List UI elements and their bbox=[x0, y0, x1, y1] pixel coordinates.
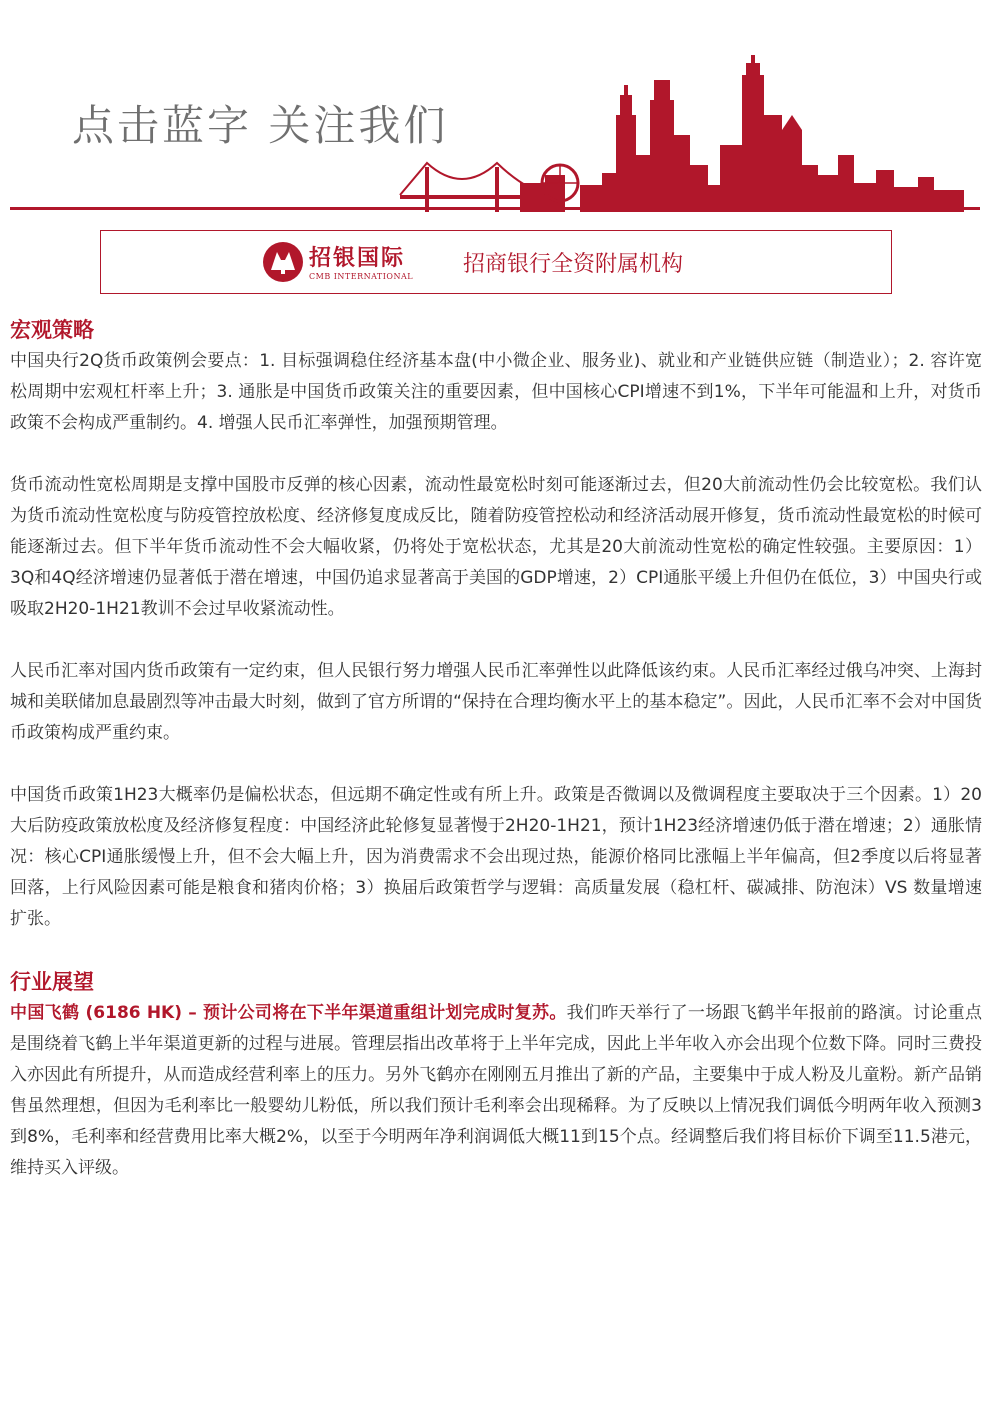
company-highlight: 中国飞鹤 (6186 HK) – 预计公司将在下半年渠道重组计划完成时复苏。 bbox=[10, 1003, 567, 1023]
paragraph: 中国货币政策1H23大概率仍是偏松状态，但远期不确定性或有所上升。政策是否微调以及微调程度主要取决于三个因素。1）20大后防疫政策放松度及经济修复程度：中国经济此轮修复显著慢于2H20-1H21，预计1H23经济增速仍低于潜在增速；2）通胀情况：核心CPI通胀缓慢上升，但不会大幅上升，因为消费需求不会出现过热，能源价格同比涨幅上半年偏高，但2季度以后将显著回落，上行风险因素可能是粮食和猪肉价格；3）换届后政策哲学与逻辑：高质量发展（稳杠杆、碳减排、防泡沫）VS 数量增速扩张。 bbox=[10, 785, 982, 929]
brand-name: 招银国际 bbox=[309, 246, 406, 271]
header-divider bbox=[10, 207, 980, 210]
page-header bbox=[0, 0, 992, 215]
brand-name-english: CMB INTERNATIONAL bbox=[309, 272, 414, 281]
header-title: 点击蓝字 关注我们 bbox=[72, 101, 449, 150]
paragraph: 人民币汇率对国内货币政策有一定约束，但人民银行努力增强人民币汇率弹性以此降低该约束。人民币汇率经过俄乌冲突、上海封城和美联储加息最剧烈等冲击最大时刻，做到了官方所谓的“保持在合理均衡水平上的基本稳定”。因此，人民币汇率不会对中国货币政策构成严重约束。 bbox=[10, 661, 982, 743]
article-content bbox=[10, 314, 982, 1184]
company-summary: 我们昨天举行了一场跟飞鹤半年报前的路演。讨论重点是围绕着飞鹤上半年渠道更新的过程与进展。管理层指出改革将于上半年完成，因此上半年收入亦会出现个位数下降。同时三费投入亦因此有所提升，从而造成经营利率上的压力。另外飞鹤亦在刚刚五月推出了新的产品，主要集中于成人粉及儿童粉。新产品销售虽然理想，但因为毛利率比一般婴幼儿粉低，所以我们预计毛利率会出现稀释。为了反映以上情况我们调低今明两年收入预测3到8%，毛利率和经营费用比率大概2%，以至于今明两年净利润调低大概11到15个点。经调整后我们将目标价下调至11.5港元，维持买入评级。 bbox=[10, 1003, 982, 1178]
cmb-logo-icon bbox=[261, 240, 305, 284]
paragraph bbox=[10, 998, 982, 1184]
brand-slogan: 招商银行全资附属机构 bbox=[463, 252, 684, 277]
paragraph: 货币流动性宽松周期是支撑中国股市反弹的核心因素，流动性最宽松时刻可能逐渐过去，但20大前流动性仍会比较宽松。我们认为货币流动性宽松度与防疫管控放松度、经济修复度成反比，随着防疫管控松动和经济活动展开修复，货币流动性最宽松的时候可能逐渐过去。但下半年货币流动性不会大幅收紧，仍将处于宽松状态，尤其是20大前流动性宽松的确定性较强。主要原因：1）3Q和4Q经济增速仍显著低于潜在增速，中国仍追求显著高于美国的GDP增速，2）CPI通胀平缓上升但仍在低位，3）中国央行或吸取2H20-1H21教训不会过早收紧流动性。 bbox=[10, 475, 982, 619]
city-skyline-illustration bbox=[380, 55, 980, 212]
paragraph: 中国央行2Q货币政策例会要点：1. 目标强调稳住经济基本盘(中小微企业、服务业)、就业和产业链供应链（制造业）；2. 容许宽松周期中宏观杠杆率上升；3. 通胀是中国货币政策关注的重要因素，但中国核心CPI增速不到1%，下半年可能温和上升，对货币政策不会构成严重制约。4. 增强人民币汇率弹性，加强预期管理。 bbox=[10, 351, 982, 433]
section-title-industry: 行业展望 bbox=[10, 970, 94, 994]
section-title-macro: 宏观策略 bbox=[10, 318, 94, 342]
brand-banner bbox=[100, 230, 892, 294]
